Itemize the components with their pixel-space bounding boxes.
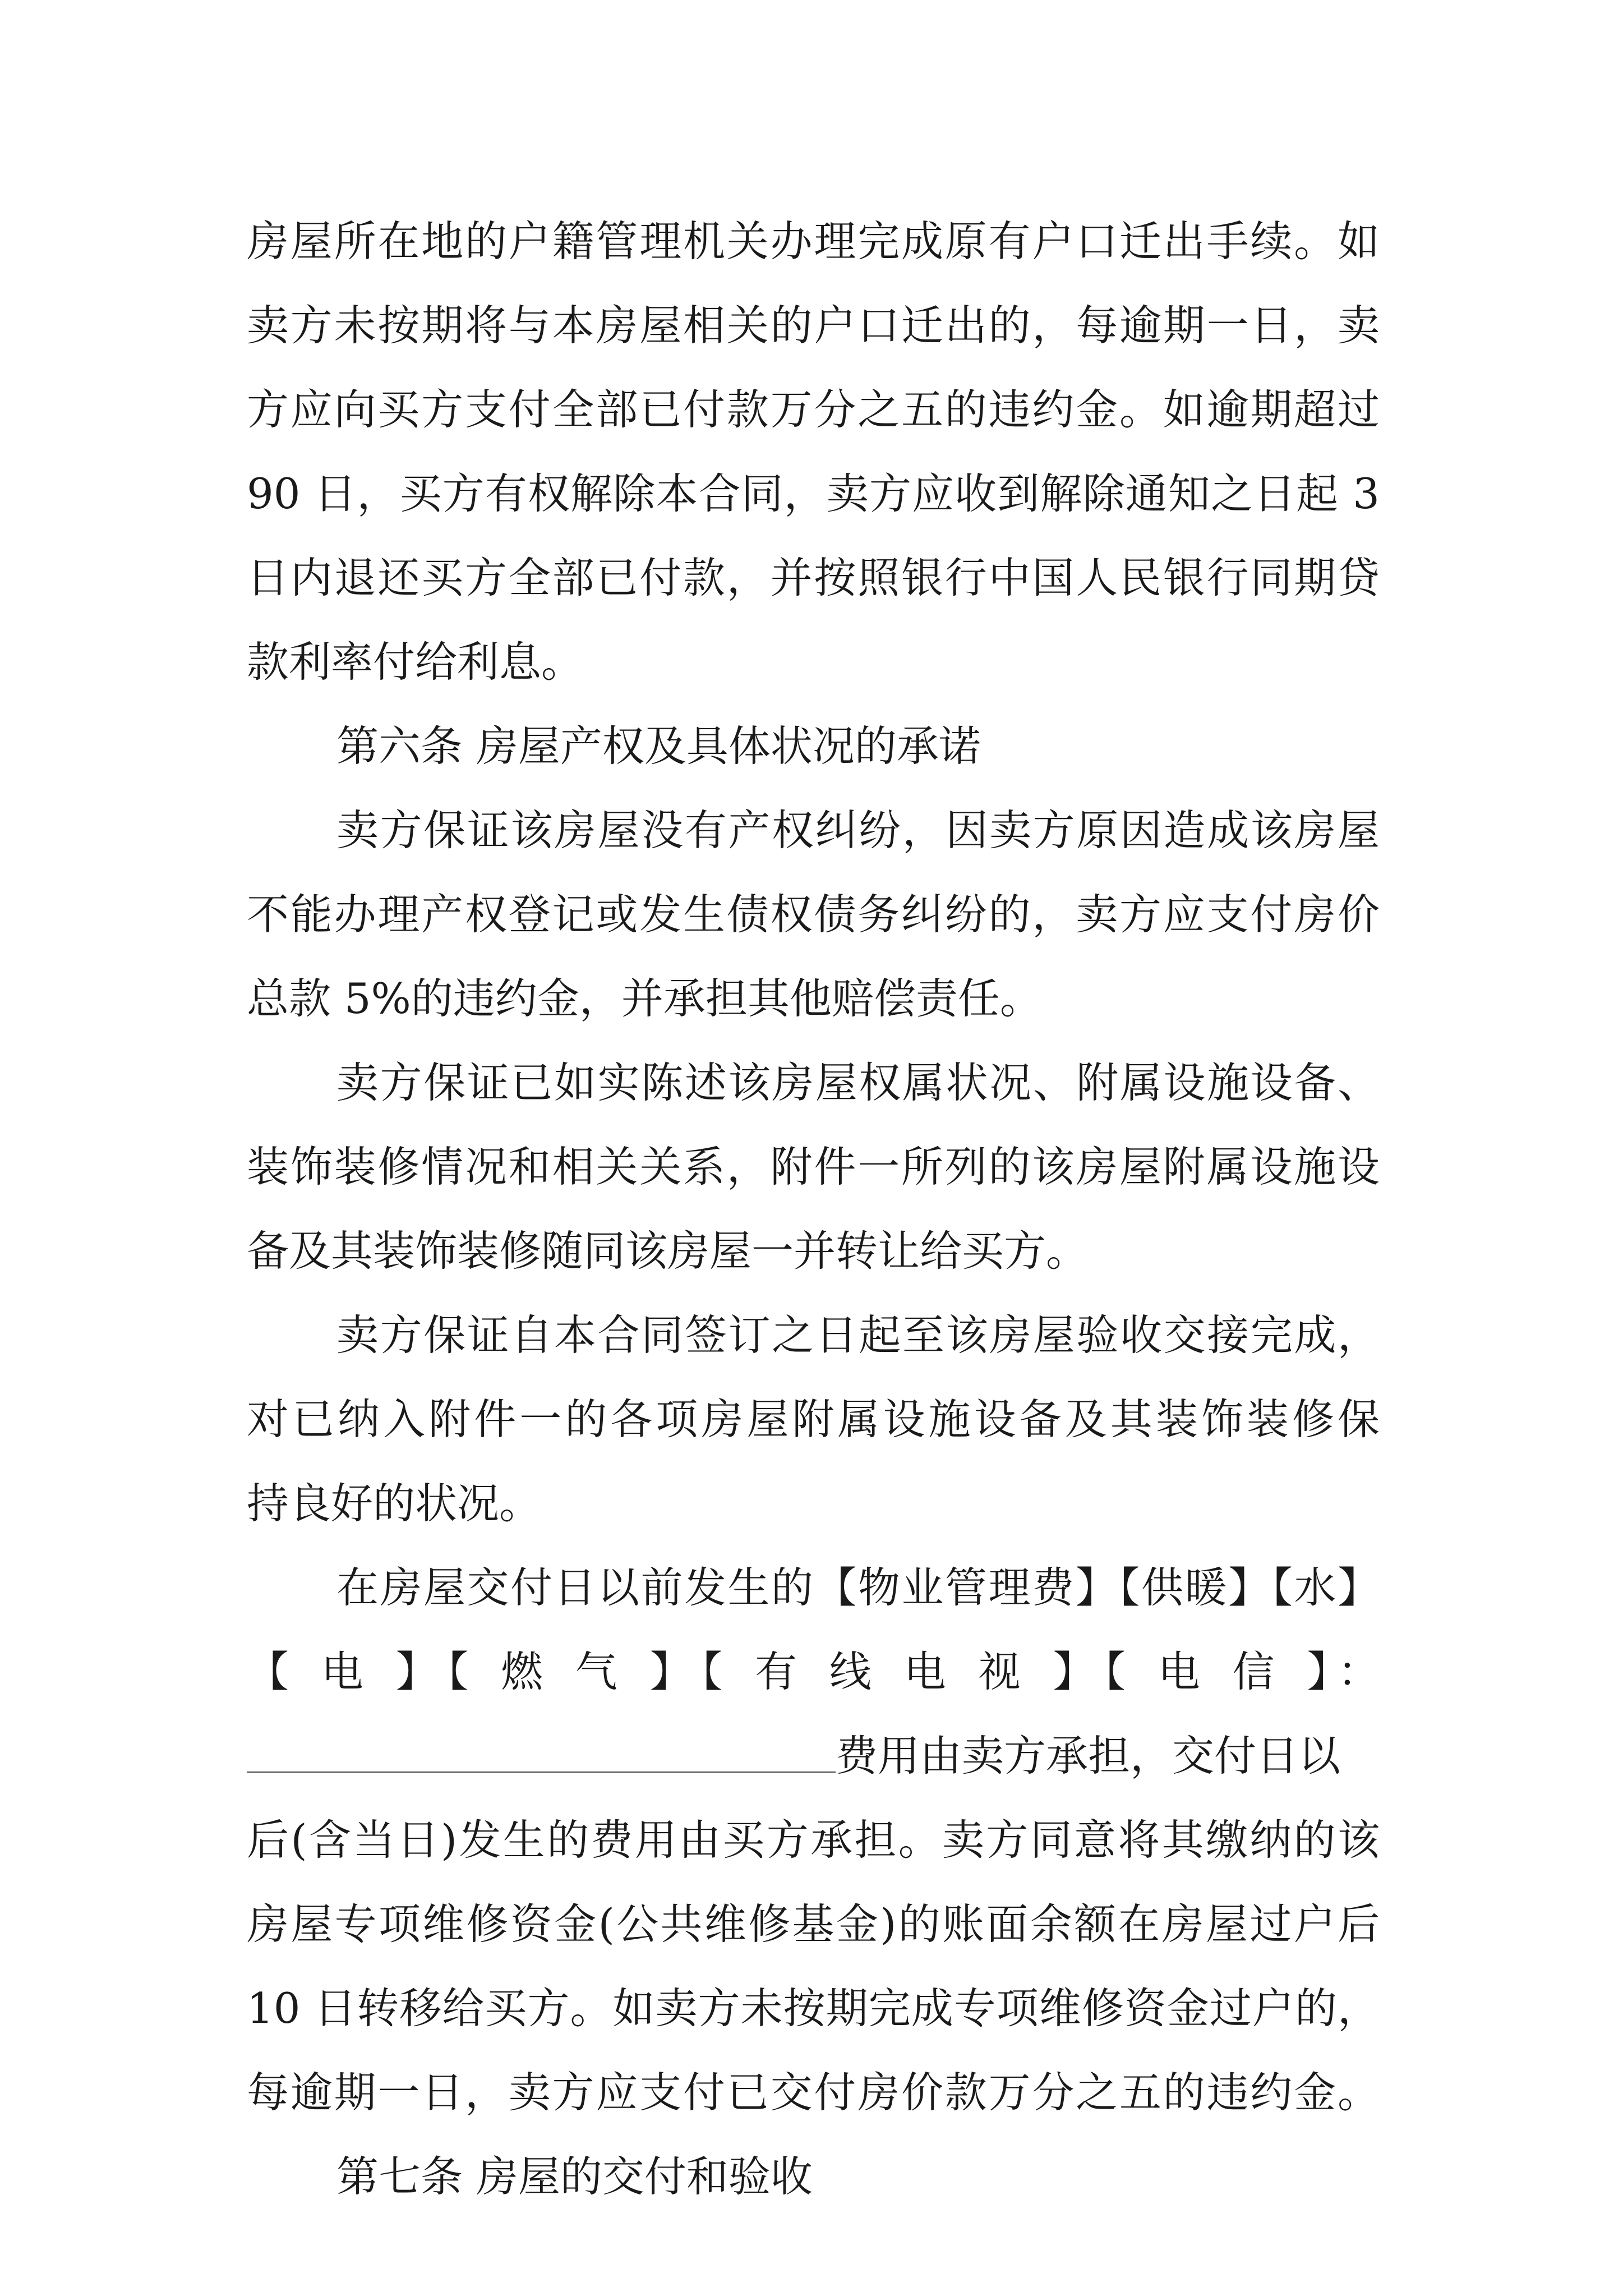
paragraph-line: 日内退还买方全部已付款，并按照银行中国人民银行同期贷 — [247, 553, 1380, 602]
fill-in-blank — [247, 1729, 836, 1773]
paragraph-line: 卖方保证该房屋没有产权纠纷，因卖方原因造成该房屋 — [336, 806, 1380, 855]
paragraph-line: 不能办理产权登记或发生债权债务纠纷的，卖方应支付房价 — [247, 890, 1380, 939]
paragraph-line: 卖方未按期将与本房屋相关的户口迁出的，每逾期一日，卖 — [247, 301, 1380, 350]
paragraph-line: 在房屋交付日以前发生的【物业管理费】【供暖】【水】 — [336, 1563, 1380, 1612]
section-heading: 第六条 房屋产权及具体状况的承诺 — [336, 721, 981, 771]
paragraph-line: 备及其装饰装修随同该房屋一并转让给买方。 — [247, 1226, 1089, 1276]
paragraph-line: 装饰装修情况和相关关系，附件一所列的该房屋附属设施设 — [247, 1142, 1380, 1191]
paragraph-line: 10 日转移给买方。如卖方未按期完成专项维修资金过户的， — [247, 1984, 1380, 2033]
paragraph-line: 方应向买方支付全部已付款万分之五的违约金。如逾期超过 — [247, 385, 1380, 434]
section-heading: 第七条 房屋的交付和验收 — [336, 2152, 813, 2201]
paragraph-line: 房屋专项维修资金(公共维修基金)的账面余额在房屋过户后 — [247, 1899, 1380, 1949]
paragraph-line: 卖方保证自本合同签订之日起至该房屋验收交接完成， — [336, 1310, 1380, 1360]
paragraph-text: 费用由卖方承担，交付日以 — [836, 1731, 1341, 1780]
paragraph-line: 卖方保证已如实陈述该房屋权属状况、附属设施设备、 — [336, 1058, 1380, 1107]
paragraph-line: 对已纳入附件一的各项房屋附属设施设备及其装饰装修保 — [247, 1395, 1380, 1444]
paragraph-line: 房屋所在地的户籍管理机关办理完成原有户口迁出手续。如 — [247, 217, 1380, 266]
paragraph-line: 后(含当日)发生的费用由买方承担。卖方同意将其缴纳的该 — [247, 1815, 1380, 1865]
paragraph-line: 款利率付给利息。 — [247, 637, 584, 687]
paragraph-line: 【 电 】【 燃 气 】【 有 线 电 视 】【 电 信 】： — [247, 1647, 1380, 1696]
paragraph-line-with-blank — [247, 1714, 1380, 1798]
paragraph-line: 每逾期一日，卖方应支付已交付房价款万分之五的违约金。 — [247, 2068, 1380, 2117]
paragraph-line: 总款 5%的违约金，并承担其他赔偿责任。 — [247, 974, 1042, 1023]
paragraph-line: 持良好的状况。 — [247, 1479, 542, 1528]
paragraph-line: 90 日，买方有权解除本合同，卖方应收到解除通知之日起 3 — [247, 469, 1380, 518]
